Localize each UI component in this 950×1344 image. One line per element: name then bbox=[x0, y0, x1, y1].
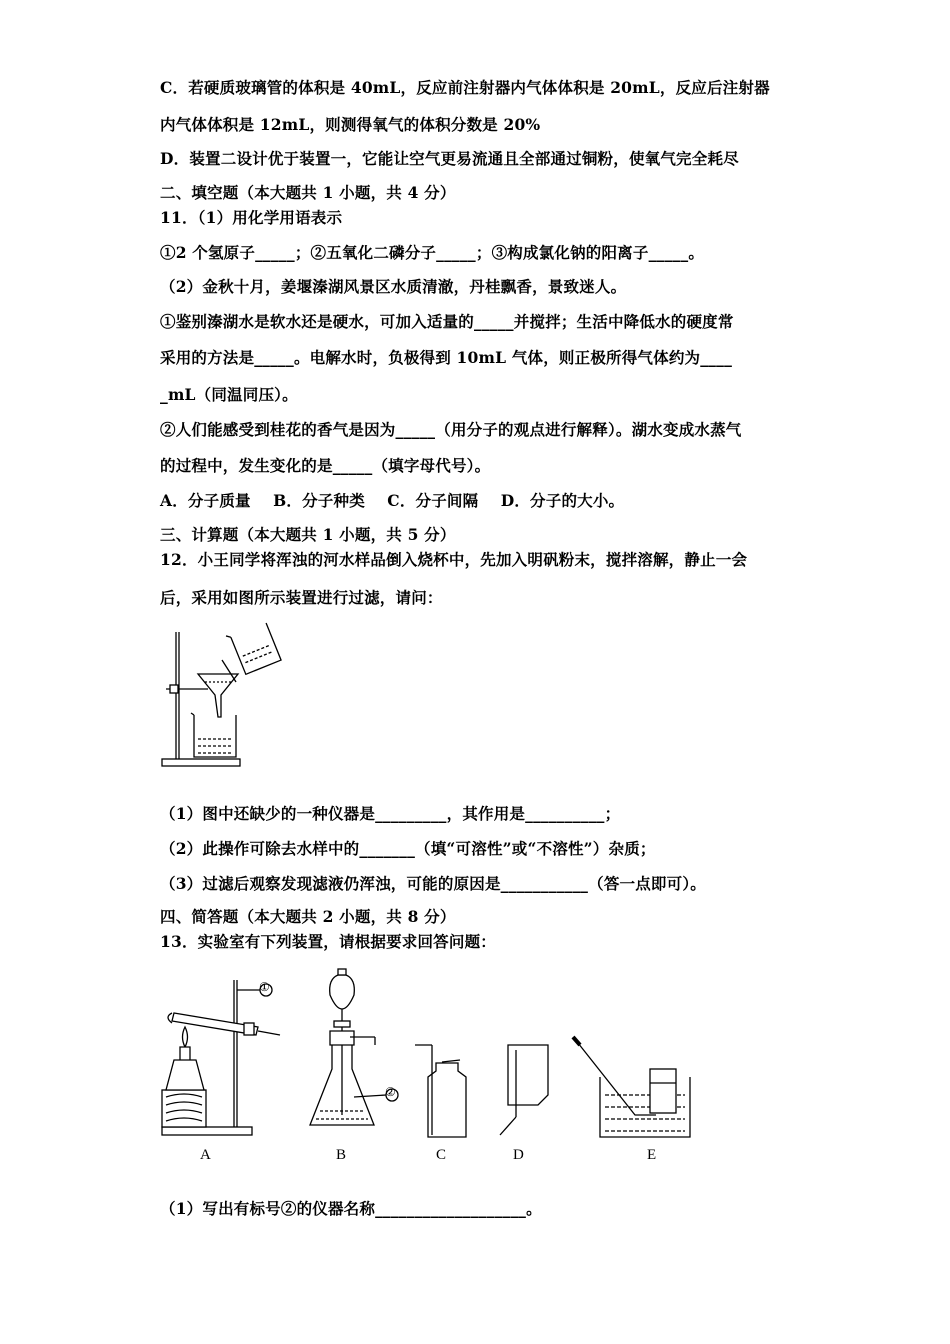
apparatus-label-b: B bbox=[336, 1147, 347, 1163]
q11-part2-a-line3: _mL（同温同压）。 bbox=[160, 385, 298, 404]
q12-sub1: （1）图中还缺少的一种仪器是_________，其作用是__________； bbox=[160, 804, 621, 823]
q11-part2-b-line1: ②人们能感受到桂花的香气是因为_____（用分子的观点进行解释）。湖水变成水蒸气 bbox=[160, 420, 742, 439]
q12-line1: 12．小王同学将浑浊的河水样品倒入烧杯中，先加入明矾粉末，搅拌溶解，静止一会 bbox=[160, 550, 748, 569]
q13-sub1: （1）写出有标号②的仪器名称___________________。 bbox=[160, 1199, 542, 1218]
q12-sub2: （2）此操作可除去水样中的_______（填“可溶性”或“不溶性”）杂质； bbox=[160, 839, 656, 858]
marker-2-label: ② bbox=[385, 1085, 396, 1099]
q10-option-d: D．装置二设计优于装置一，它能让空气更易流通且全部通过铜粉，使氧气完全耗尽 bbox=[160, 149, 739, 168]
section4-heading: 四、简答题（本大题共 2 小题，共 8 分） bbox=[160, 907, 456, 926]
q11-part2-a-line2: 采用的方法是_____。电解水时，负极得到 10mL 气体，则正极所得气体约为____ bbox=[160, 348, 733, 367]
apparatus-label-a: A bbox=[200, 1147, 211, 1163]
apparatus-c bbox=[415, 1045, 466, 1137]
apparatus-d bbox=[500, 1045, 548, 1135]
apparatus-b bbox=[310, 969, 398, 1125]
q10-option-c-line1: C．若硬质玻璃管的体积是 40mL，反应前注射器内气体体积是 20mL，反应后注射器 bbox=[160, 78, 770, 97]
apparatus-label-e: E bbox=[647, 1147, 657, 1163]
q11-options: A．分子质量 B．分子种类 C．分子间隔 D．分子的大小。 bbox=[160, 491, 625, 510]
apparatus-a bbox=[162, 980, 280, 1135]
apparatus-label-c: C bbox=[436, 1147, 447, 1163]
section2-heading: 二、填空题（本大题共 1 小题，共 4 分） bbox=[160, 183, 456, 202]
q11-part1-blanks: ①2 个氢原子_____；②五氧化二磷分子_____；③构成氯化钠的阳离子_____。 bbox=[160, 243, 705, 262]
q12-sub3: （3）过滤后观察发现滤液仍浑浊，可能的原因是___________（答一点即可）。 bbox=[160, 874, 706, 893]
marker-1-label: ① bbox=[259, 980, 270, 994]
q11-part2-intro: （2）金秋十月，姜堰溱湖风景区水质清澈，丹桂飘香，景致迷人。 bbox=[160, 277, 627, 296]
q11-stem: 11．（1）用化学用语表示 bbox=[160, 208, 343, 227]
q13-stem: 13．实验室有下列装置，请根据要求回答问题： bbox=[160, 932, 496, 951]
apparatus-e bbox=[573, 1037, 690, 1137]
apparatus-label-d: D bbox=[513, 1147, 524, 1163]
filtration-apparatus-figure bbox=[158, 622, 288, 774]
q11-part2-a-line1: ①鉴别溱湖水是软水还是硬水，可加入适量的_____并搅拌；生活中降低水的硬度常 bbox=[160, 312, 734, 331]
q10-option-c-line2: 内气体体积是 12mL，则测得氧气的体积分数是 20% bbox=[160, 115, 541, 134]
q11-part2-b-line2: 的过程中，发生变化的是_____（填字母代号）。 bbox=[160, 456, 491, 475]
q12-line2: 后，采用如图所示装置进行过滤，请问： bbox=[160, 588, 443, 607]
lab-apparatus-figure bbox=[160, 965, 700, 1145]
section3-heading: 三、计算题（本大题共 1 小题，共 5 分） bbox=[160, 525, 456, 544]
